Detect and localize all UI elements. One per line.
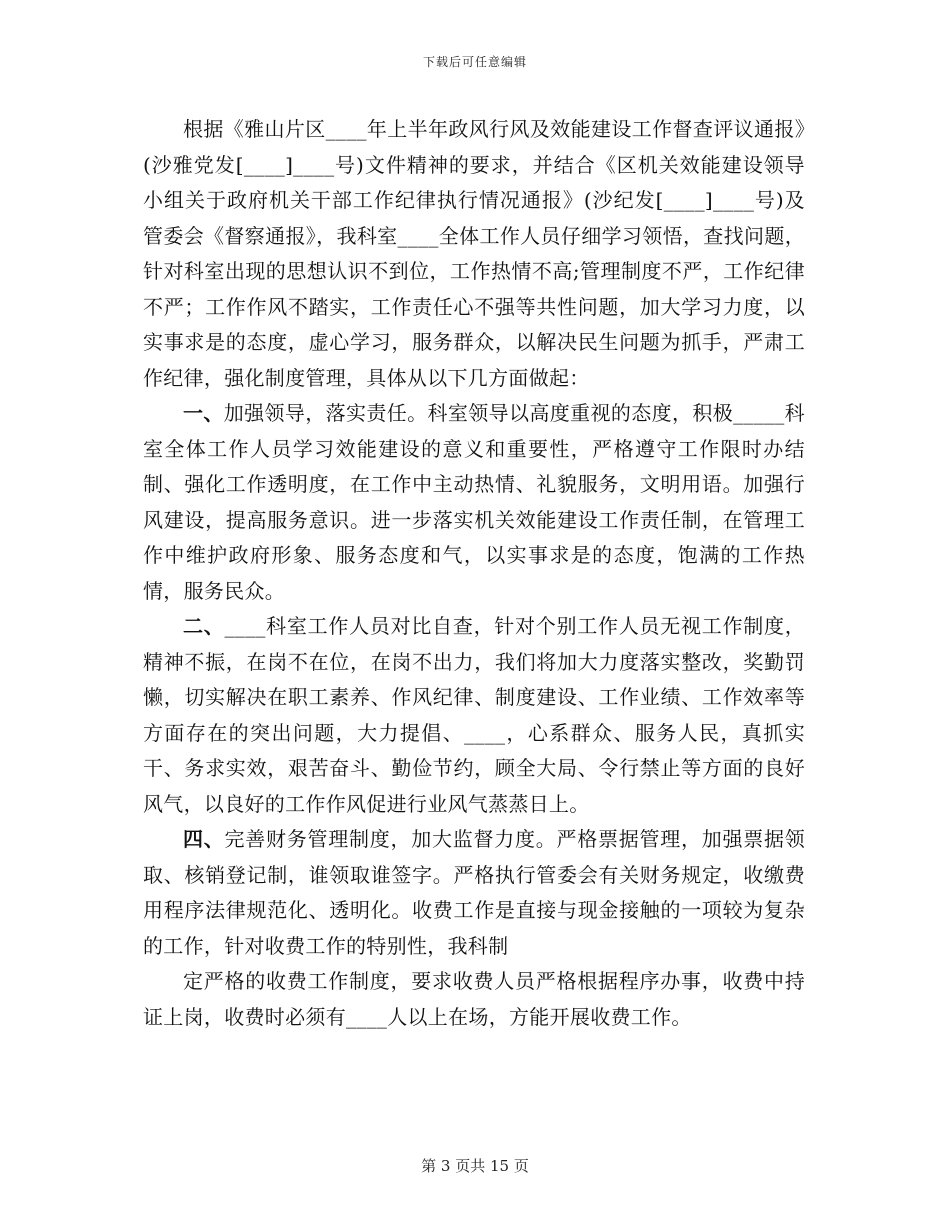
paragraph-section-two bbox=[143, 609, 805, 822]
section-four-text: 完善财务管理制度，加大监督力度。严格票据管理，加强票据领取、核销登记制，谁领取谁签字。严格执行管委会有关财务规定，收缴费用程序法律规范化、透明化。收费工作是直接与现金接触的一项较为复杂的工作，针对收费工作的特别性，我科制 bbox=[143, 827, 805, 958]
section-one-number: 一、 bbox=[183, 401, 224, 425]
paragraph-intro bbox=[143, 112, 805, 396]
paragraph-section-one bbox=[143, 396, 805, 609]
section-four-number: 四、 bbox=[183, 827, 225, 851]
section-two-number: 二、 bbox=[183, 614, 225, 638]
page-footer: 第 3 页共 15 页 bbox=[421, 1157, 529, 1175]
section-two-text: ____科室工作人员对比自查，针对个别工作人员无视工作制度，精神不振，在岗不在位，在岗不出力，我们将加大力度落实整改，奖勤罚懒，切实解决在职工素养、作风纪律、制度建设、工作业绩、工作效率等方面存在的突出问题，大力提倡、____，心系群众、服务人民，真抓实干、务求实效，艰苦奋斗、勤俭节约，顾全大局、令行禁止等方面的良好风气，以良好的工作作风促进行业风气蒸蒸日上。 bbox=[143, 614, 806, 816]
page-header: 下载后可任意编辑 bbox=[422, 55, 527, 69]
paragraph-section-four bbox=[143, 822, 805, 964]
paragraph-intro-text: 根据《雅山片区____年上半年政风行风及效能建设工作督查评议通报》(沙雅党发[____]____号)文件精神的要求，并结合《区机关效能建设领导小组关于政府机关干部工作纪律执行情况通报》(沙纪发[____]____号)及管委会《督察通报》，我科室____全体工作人员仔细学习领悟，查找问题，针对科室出现的思想认识不到位，工作热情不高;管理制度不严，工作纪律不严；工作作风不踏实，工作责任心不强等共性问题，加大学习力度，以实事求是的态度，虚心学习，服务群众，以解决民生问题为抓手，严肃工作纪律，强化制度管理，具体从以下几方面做起： bbox=[143, 117, 805, 390]
document-body bbox=[143, 112, 805, 1035]
section-four-continued-text: 定严格的收费工作制度，要求收费人员严格根据程序办事，收费中持证上岗，收费时必须有____人以上在场，方能开展收费工作。 bbox=[143, 969, 805, 1029]
paragraph-section-four-continued bbox=[143, 964, 805, 1035]
section-one-text: 加强领导，落实责任。科室领导以高度重视的态度，积极_____科室全体工作人员学习效能建设的意义和重要性，严格遵守工作限时办结制、强化工作透明度，在工作中主动热情、礼貌服务，文明用语。加强行风建设，提高服务意识。进一步落实机关效能建设工作责任制，在管理工作中维护政府形象、服务态度和气，以实事求是的态度，饱满的工作热情，服务民众。 bbox=[143, 401, 805, 603]
